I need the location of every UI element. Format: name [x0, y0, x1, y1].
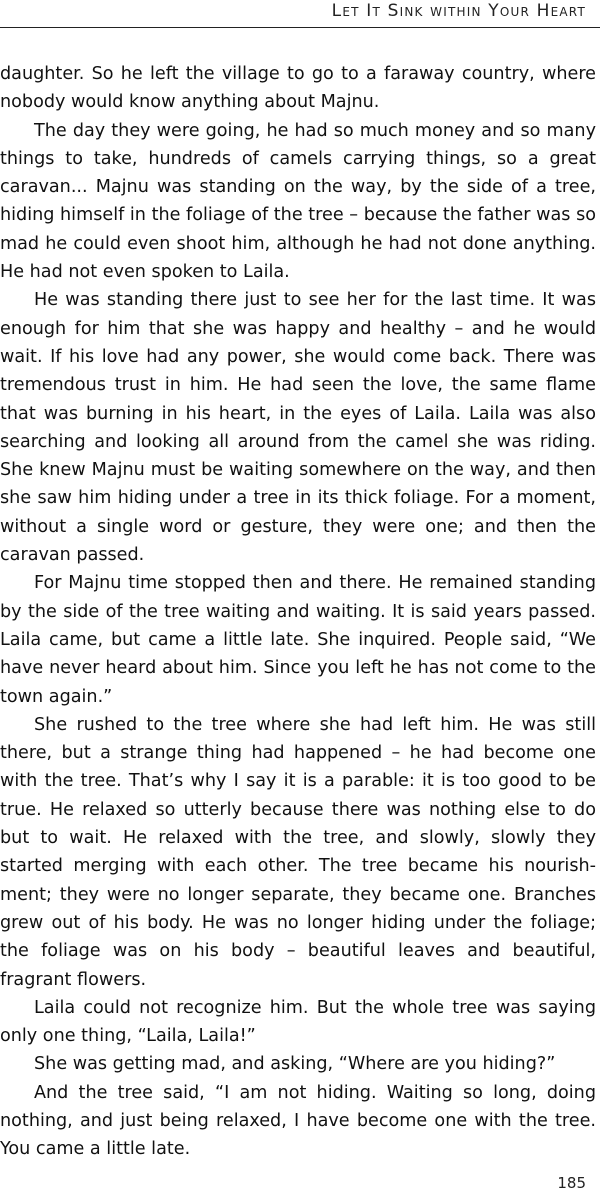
- body-text: [0, 60, 596, 1164]
- header-rule: [0, 27, 600, 28]
- running-head: Let It Sink within Your Heart: [331, 1, 586, 21]
- paragraph-3: He was standing there just to see her for the last time. It was enough for him that she was happy and healthy – and he would wait. If his love had any power, she would come back. There was tremendous trust in him. He had seen the love, the same flame that was burning in his heart, in the eyes of Laila. Laila was also searching and looking all around from the camel she was riding. She knew Majnu must be waiting somewhere on the way, and then she saw him hiding under a tree in its thick foliage. For a moment, without a single word or gesture, they were one; and then the caravan passed.: [0, 290, 596, 566]
- paragraph-1: daughter. So he left the village to go to a faraway country, where nobody would know anything about Majnu.: [0, 64, 596, 113]
- paragraph-7: She was getting mad, and asking, “Where are you hiding?”: [34, 1054, 556, 1075]
- paragraph-4: For Majnu time stopped then and there. He remained standing by the side of the tree waiting and waiting. It is said years passed. Laila came, but came a little late. She inquired. People said, “We have never heard about him. Since you left he has not come to the town again.”: [0, 573, 596, 707]
- paragraph-6: Laila could not recognize him. But the whole tree was saying only one thing, “Laila, Laila!”: [0, 997, 596, 1047]
- paragraph-2: The day they were going, he had so much money and so many things to take, hundreds of camels carrying things, so a great caravan... Majnu was standing on the way, by the side of a tree, hiding himself in the foliage of the tree – because the father was so mad he could even shoot him, although he had not done anything. He had not even spoken to Laila.: [0, 120, 596, 283]
- paragraph-5: She rushed to the tree where she had left him. He was still there, but a strange thing had happened – he had become one with the tree. That’s why I say it is a parable: it is too good to be true. He relaxed so utterly because there was nothing else to do but to wait. He relaxed with the tree, and slowly, slowly they started merging with each other. The tree became his nourishment; they were no longer separate, they became one. Branches grew out of his body. He was no longer hiding under the foliage; the foliage was on his body – beautiful leaves and beautiful, fragrant flowers.: [0, 714, 596, 990]
- page-number: 185: [557, 1174, 586, 1192]
- paragraph-8: And the tree said, “I am not hiding. Waiting so long, doing nothing, and just being relaxed, I have become one with the tree. You came a little late.: [0, 1082, 596, 1160]
